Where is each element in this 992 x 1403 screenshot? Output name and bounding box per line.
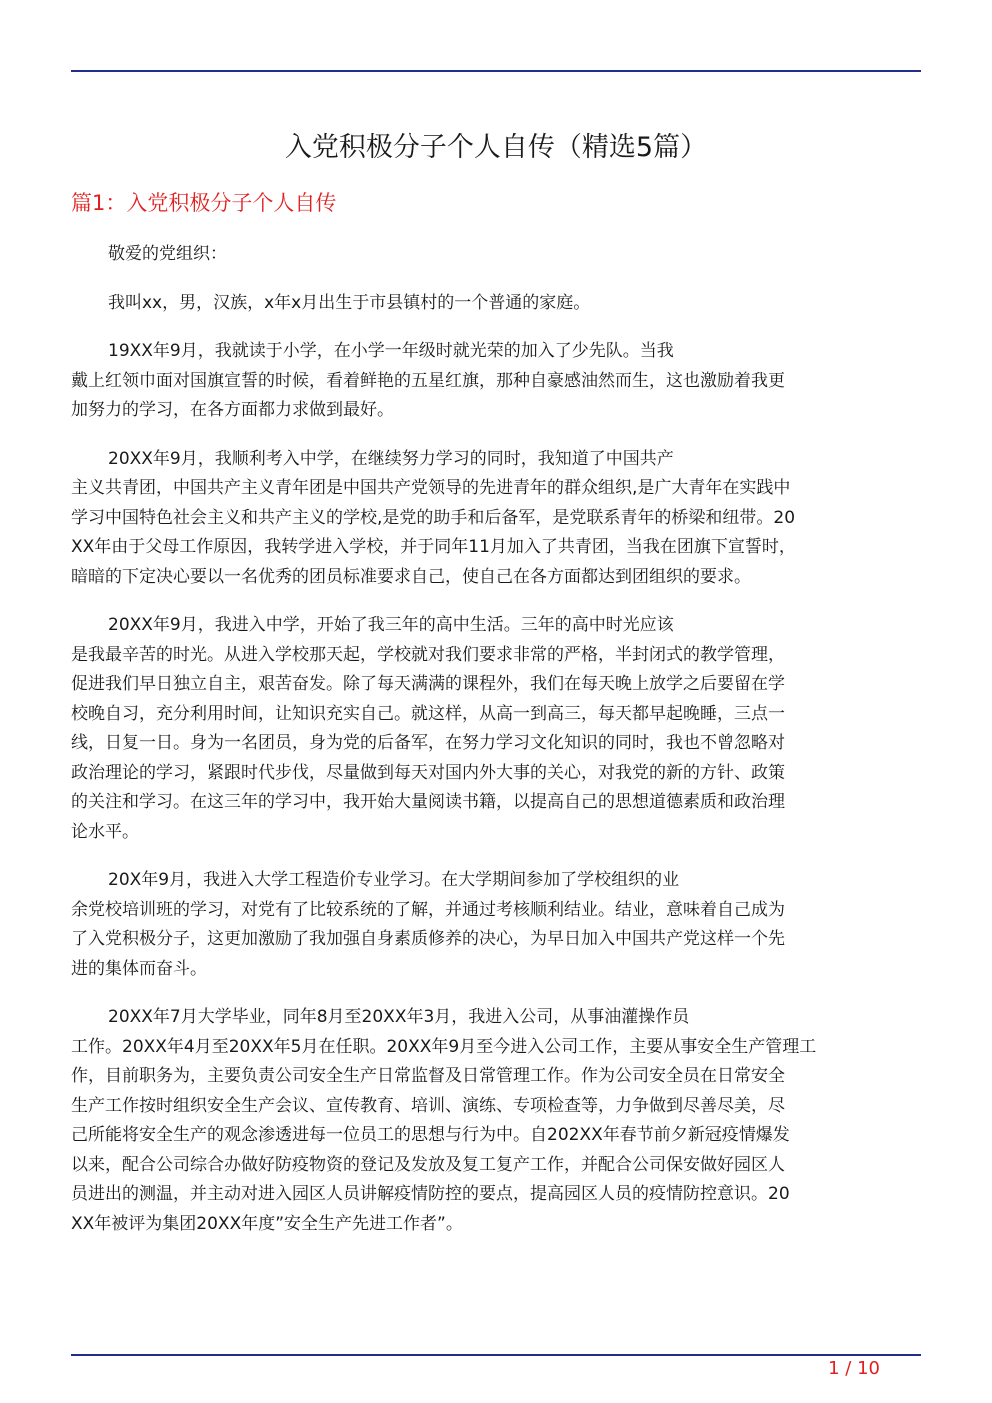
paragraph-line: 19XX年9月，我就读于小学，在小学一年级时就光荣的加入了少先队。当我	[108, 341, 674, 361]
paragraph-line: 的关注和学习。在这三年的学习中，我开始大量阅读书籍，以提高自己的思想道德素质和政治理	[71, 792, 785, 812]
paragraph	[71, 1003, 921, 1239]
paragraph-line: 20X年9月，我进入大学工程造价专业学习。在大学期间参加了学校组织的业	[108, 870, 680, 890]
paragraph-line: 论水平。	[71, 821, 139, 842]
paragraph-line: 促进我们早日独立自主，艰苦奋发。除了每天满满的课程外，我们在每天晚上放学之后要留在学	[71, 674, 785, 694]
paragraph-line: 我叫xx，男，汉族，x年x月出生于市县镇村的一个普通的家庭。	[108, 292, 591, 313]
paragraph-line: 线，日复一日。身为一名团员，身为党的后备军，在努力学习文化知识的同时，我也不曾忽略对	[71, 733, 785, 753]
document-title: 入党积极分子个人自传（精选5篇）	[284, 132, 708, 163]
paragraph-line: 敬爱的党组织：	[108, 244, 227, 264]
footer-rule	[71, 1354, 921, 1356]
paragraph-line: 生产工作按时组织安全生产会议、宣传教育、培训、演练、专项检查等，力争做到尽善尽美，尽	[71, 1095, 785, 1116]
paragraph-line: 以来，配合公司综合办做好防疫物资的登记及发放及复工复产工作，并配合公司保安做好园区人	[71, 1154, 785, 1175]
document-body	[71, 240, 921, 1258]
paragraph	[71, 866, 921, 984]
paragraph-line: XX年由于父母工作原因，我转学进入学校，并于同年11月加入了共青团，当我在团旗下宣誓时，	[71, 537, 796, 557]
paragraph	[71, 337, 921, 426]
paragraph	[71, 611, 921, 847]
paragraph	[71, 445, 921, 593]
paragraph	[71, 289, 921, 319]
paragraph-line: 20XX年9月，我进入中学，开始了我三年的高中生活。三年的高中时光应该	[108, 615, 674, 635]
paragraph-line: 是我最辛苦的时光。从进入学校那天起，学校就对我们要求非常的严格，半封闭式的教学管理，	[71, 644, 785, 665]
paragraph-line: 员进出的测温，并主动对进入园区人员讲解疫情防控的要点，提高园区人员的疫情防控意识。20	[71, 1184, 790, 1204]
header-rule	[71, 70, 921, 72]
paragraph-line: 工作。20XX年4月至20XX年5月在任职。20XX年9月至今进入公司工作，主要从事安全生产管理工	[71, 1036, 817, 1057]
paragraph-line: 作，目前职务为，主要负责公司安全生产日常监督及日常管理工作。作为公司安全员在日常安全	[71, 1066, 785, 1086]
paragraph-line: 进的集体而奋斗。	[71, 958, 207, 979]
paragraph-line: 暗暗的下定决心要以一名优秀的团员标准要求自己，使自己在各方面都达到团组织的要求。	[71, 566, 751, 587]
paragraph-line: 余党校培训班的学习，对党有了比较系统的了解，并通过考核顺利结业。结业，意味着自己成为	[71, 899, 785, 920]
paragraph-line: 了入党积极分子，这更加激励了我加强自身素质修养的决心，为早日加入中国共产党这样一个先	[71, 929, 785, 949]
section-heading: 篇1：入党积极分子个人自传	[71, 191, 337, 215]
paragraph-line: 主义共青团，中国共产主义青年团是中国共产党领导的先进青年的群众组织,是广大青年在实践中	[71, 478, 791, 498]
paragraph-line: 政治理论的学习，紧跟时代步伐，尽量做到每天对国内外大事的关心，对我党的新的方针、政策	[71, 762, 785, 783]
paragraph-line: 戴上红领巾面对国旗宣誓的时候，看着鲜艳的五星红旗，那种自豪感油然而生，这也激励着我更	[71, 370, 785, 391]
paragraph-line: 20XX年9月，我顺利考入中学，在继续努力学习的同时，我知道了中国共产	[108, 448, 674, 469]
paragraph-line: 校晚自习，充分利用时间，让知识充实自己。就这样，从高一到高三，每天都早起晚睡，三点一	[71, 703, 785, 724]
paragraph-line: 加努力的学习，在各方面都力求做到最好。	[71, 400, 394, 420]
paragraph-line: 学习中国特色社会主义和共产主义的学校,是党的助手和后备军，是党联系青年的桥梁和纽带。20	[71, 507, 796, 528]
paragraph-line: 己所能将安全生产的观念渗透进每一位员工的思想与行为中。自202XX年春节前夕新冠疫情爆发	[71, 1125, 790, 1145]
paragraph	[71, 240, 921, 270]
paragraph-line: XX年被评为集团20XX年度”安全生产先进工作者”。	[71, 1213, 463, 1234]
paragraph-line: 20XX年7月大学毕业，同年8月至20XX年3月，我进入公司，从事油灌操作员	[108, 1007, 690, 1027]
page-number: 1 / 10	[828, 1358, 880, 1379]
